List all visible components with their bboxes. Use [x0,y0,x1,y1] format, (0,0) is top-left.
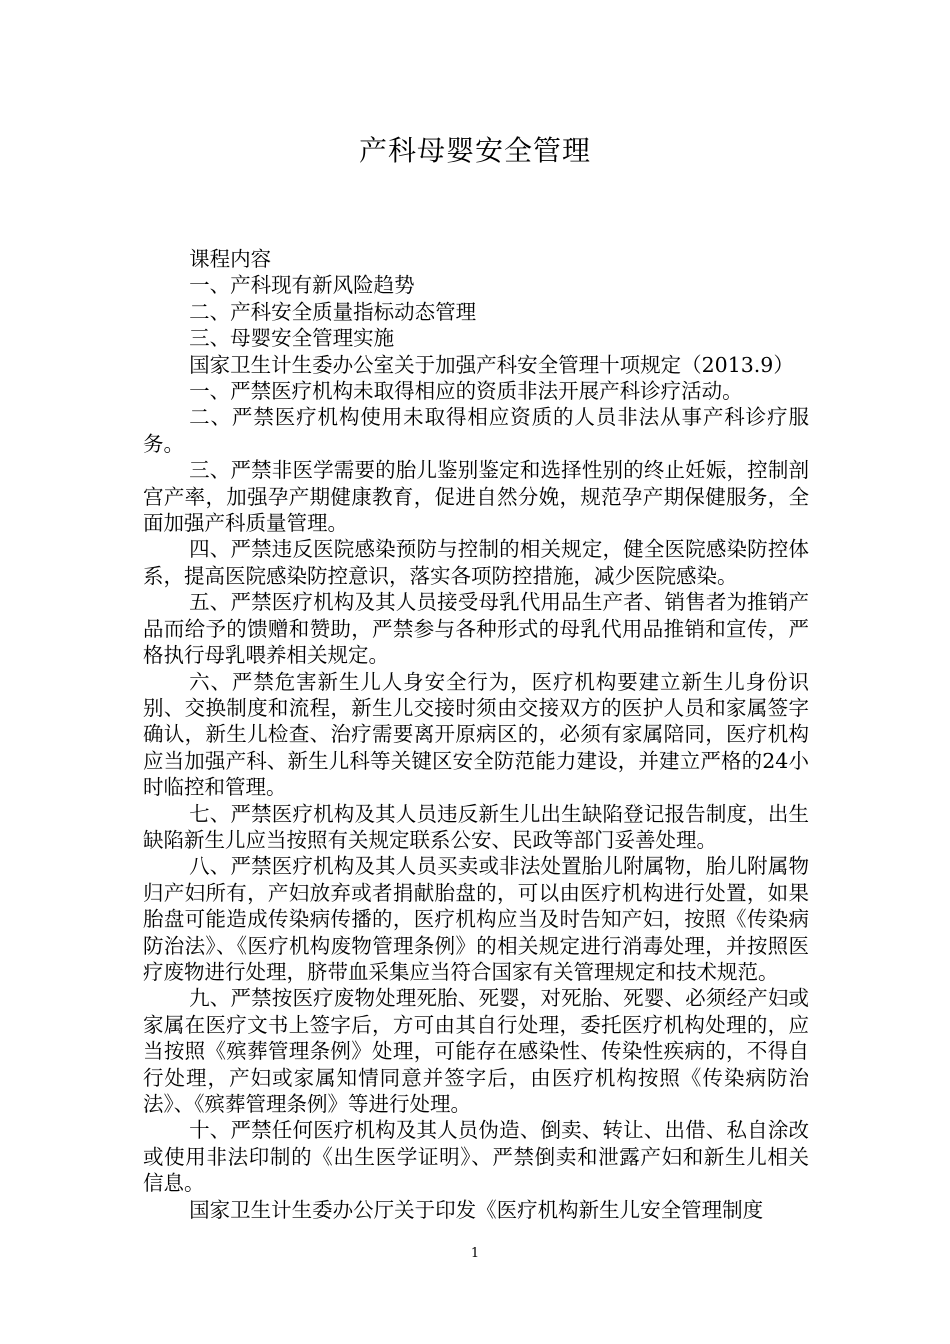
paragraph-course-item-1: 一、产科现有新风险趋势 [189,273,415,298]
document-title: 产科母婴安全管理 [358,134,591,167]
paragraph-rule-9: 九、严禁按医疗废物处理死胎、死婴，对死胎、死婴、必须经产妇或家属在医疗文书上签字后，方可由其自行处理，委托医疗机构处理的，应当按照《殡葬管理条例》处理，可能存在感染性、传染性疾病的，不得自行处理，产妇或家属知情同意并签字后，由医疗机构按照《传染病防治法》、《殡葬管理条例》等进行处理。 [143,986,809,1116]
paragraph-rule-5: 五、严禁医疗机构及其人员接受母乳代用品生产者、销售者为推销产品而给予的馈赠和赞助，严禁参与各种形式的母乳代用品推销和宣传，严格执行母乳喂养相关规定。 [143,590,809,668]
paragraph-course-item-3: 三、母婴安全管理实施 [189,326,395,351]
paragraph-rule-6: 六、严禁危害新生儿人身安全行为，医疗机构要建立新生儿身份识别、交换制度和流程，新生儿交接时须由交接双方的医护人员和家属签字确认，新生儿检查、治疗需要离开原病区的，必须有家属陪同，医疗机构应当加强产科、新生儿科等关键区安全防范能力建设，并建立严格的24小时临控和管理。 [143,669,809,800]
paragraph-rule-8: 八、严禁医疗机构及其人员买卖或非法处置胎儿附属物，胎儿附属物归产妇所有，产妇放弃或者捐献胎盘的，可以由医疗机构进行处置，如果胎盘可能造成传染病传播的，医疗机构应当及时告知产妇，按照《传染病防治法》、《医疗机构废物管理条例》的相关规定进行消毒处理，并按照医疗废物进行处理，脐带血采集应当符合国家有关管理规定和技术规范。 [143,854,809,984]
paragraph-rule-10: 十、严禁任何医疗机构及其人员伪造、倒卖、转让、出借、私自涂改或使用非法印制的《出生医学证明》、严禁倒卖和泄露产妇和新生儿相关信息。 [143,1118,809,1196]
paragraph-regulation-heading: 国家卫生计生委办公室关于加强产科安全管理十项规定（2013.9） [189,352,794,377]
paragraph-rule-7: 七、严禁医疗机构及其人员违反新生儿出生缺陷登记报告制度，出生缺陷新生儿应当按照有关规定联系公安、民政等部门妥善处理。 [143,801,809,852]
paragraph-rule-2: 二、严禁医疗机构使用未取得相应资质的人员非法从事产科诊疗服务。 [143,405,809,456]
paragraph-course-heading: 课程内容 [189,247,272,271]
paragraph-rule-1: 一、严禁医疗机构未取得相应的资质非法开展产科诊疗活动。 [189,379,743,404]
paragraph-rule-4: 四、严禁违反医院感染预防与控制的相关规定，健全医院感染防控体系，提高医院感染防控意识，落实各项防控措施，减少医院感染。 [143,537,809,588]
paragraph-course-item-2: 二、产科安全质量指标动态管理 [189,299,477,324]
document-body [143,246,809,1223]
paragraph-rule-3: 三、严禁非医学需要的胎儿鉴别鉴定和选择性别的终止妊娠，控制剖宫产率，加强孕产期健康教育，促进自然分娩，规范孕产期保健服务，全面加强产科质量管理。 [143,458,809,536]
paragraph-notice-heading: 国家卫生计生委办公厅关于印发《医疗机构新生儿安全管理制度 [189,1197,764,1222]
page-number: 1 [470,1246,480,1261]
